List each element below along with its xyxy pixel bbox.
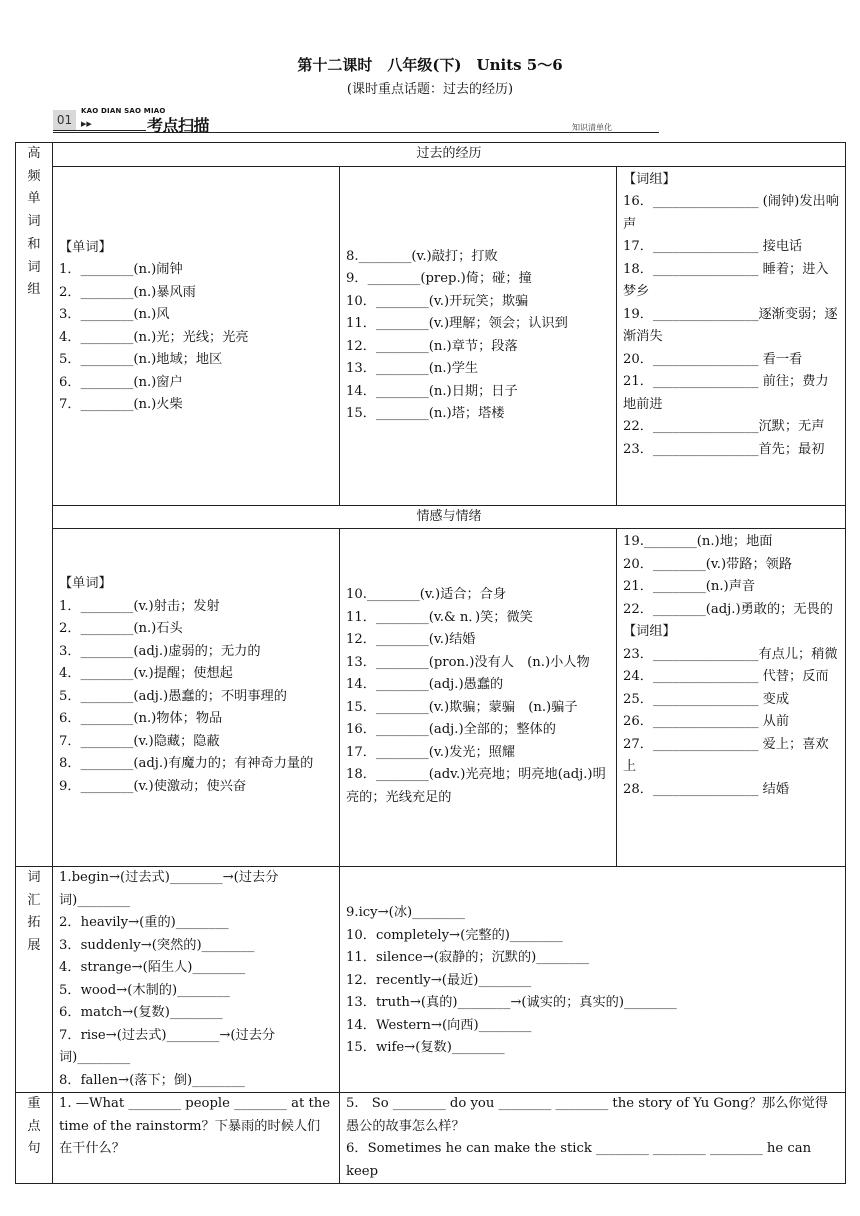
topic2-col1 bbox=[53, 529, 340, 867]
topic1-col1 bbox=[53, 166, 340, 505]
vocab-item: 23．________________有点儿；稍微 bbox=[623, 646, 838, 662]
vocab-item: 8.________(v.)敲打；打败 bbox=[346, 248, 498, 264]
phrase-item: 22．________________沉默；无声 bbox=[623, 419, 825, 434]
phrase-item: 16．________________ (闹钟)发出响声 bbox=[623, 194, 839, 232]
vocab-item: 27．________________ 爱上；喜欢上 bbox=[623, 736, 829, 774]
vocab-ext-item: 9.icy→(冰)________ bbox=[346, 905, 465, 920]
side-label-text: 词汇拓展 bbox=[27, 870, 41, 953]
vocab-item: 5．________(adj.)愚蠢的；不明事理的 bbox=[59, 688, 287, 704]
phrase-item: 【词组】 bbox=[623, 171, 676, 187]
vocab-item: 13．________(pron.)没有人 (n.)小人物 bbox=[346, 654, 590, 670]
vocab-item: 10．________(v.)开玩笑；欺骗 bbox=[346, 293, 529, 309]
vocab-ext-item: 14．Western→(向西)________ bbox=[346, 1017, 532, 1033]
banner-right-label: 知识清单化 bbox=[572, 123, 612, 132]
topic2-col2 bbox=[340, 529, 617, 867]
vocab-ext-item: 6．match→(复数)________ bbox=[59, 1005, 223, 1020]
vocab-item: 1．________(v.)射击；发射 bbox=[59, 598, 220, 614]
vocab-ext-item: 7．rise→(过去式)________→(过去分词)________ bbox=[59, 1027, 276, 1065]
banner-label: 考点扫描 bbox=[147, 116, 210, 135]
vocab-item: 9．________(v.)使激动；使兴奋 bbox=[59, 778, 247, 794]
vocab-item: 7．________(n.)火柴 bbox=[59, 397, 183, 412]
vocab-item: 19.________(n.)地；地面 bbox=[623, 534, 773, 549]
vocab-item: 【单词】 bbox=[59, 576, 112, 591]
vocab-item: 【单词】 bbox=[59, 239, 112, 255]
vocab-item: 13．________(n.)学生 bbox=[346, 361, 479, 376]
vocab-item: 15．________(v.)欺骗；蒙骗 (n.)骗子 bbox=[346, 699, 578, 715]
phrase-item: 21．________________ 前往；费力地前进 bbox=[623, 374, 829, 412]
vocab-ext-item: 3．suddenly→(突然的)________ bbox=[59, 937, 255, 953]
vocab-item: 18．________(adv.)光亮地；明亮地(adj.)明亮的；光线充足的 bbox=[346, 767, 606, 805]
vocab-item: 6．________(n.)窗户 bbox=[59, 374, 183, 390]
vocab-item: 4．________(v.)提醒；使想起 bbox=[59, 666, 233, 681]
vocab-item: 8．________(adj.)有魔力的；有神奇力量的 bbox=[59, 756, 314, 771]
vocab-item: 5．________(n.)地域；地区 bbox=[59, 352, 223, 367]
vocab-ext-item: 11．silence→(寂静的；沉默的)________ bbox=[346, 950, 590, 965]
vocab-ext-item: 5．wood→(木制的)________ bbox=[59, 982, 230, 998]
vocab-right bbox=[340, 867, 846, 1093]
vocab-item: 10.________(v.)适合；合身 bbox=[346, 587, 507, 602]
topic1-heading: 过去的经历 bbox=[53, 143, 846, 167]
vocab-item: 26．________________ 从前 bbox=[623, 714, 790, 729]
side-label-text: 高频单词和词组 bbox=[27, 146, 41, 298]
vocab-ext-item: 10．completely→(完整的)________ bbox=[346, 927, 563, 943]
vocab-item: 16．________(adj.)全部的；整体的 bbox=[346, 722, 556, 737]
phrase-item: 17．________________ 接电话 bbox=[623, 239, 803, 254]
topic2-heading: 情感与情绪 bbox=[53, 505, 846, 529]
vocab-item: 3．________(n.)风 bbox=[59, 307, 170, 322]
vocab-item: 15．________(n.)塔；塔楼 bbox=[346, 406, 505, 421]
vocab-item: 12．________(v.)结婚 bbox=[346, 632, 476, 647]
vocab-item: 14．________(adj.)愚蠢的 bbox=[346, 677, 504, 692]
sentences-right bbox=[340, 1093, 846, 1184]
vocab-item: 22．________(adj.)勇敢的；无畏的 bbox=[623, 601, 833, 617]
topic1-col3 bbox=[617, 166, 846, 505]
vocab-item: 11．________(v.& n．)笑；微笑 bbox=[346, 609, 533, 625]
topic1-col2 bbox=[340, 166, 617, 505]
banner-underline bbox=[53, 132, 659, 133]
vocab-ext-item: 1.begin→(过去式)________→(过去分词)________ bbox=[59, 870, 279, 908]
vocab-ext-item: 8．fallen→(落下；倒)________ bbox=[59, 1072, 245, 1088]
section-label-vocab bbox=[16, 867, 53, 1093]
vocab-item: 2．________(n.)暴风雨 bbox=[59, 284, 196, 300]
vocab-item: 20．________(v.)带路；领路 bbox=[623, 556, 793, 572]
vocab-item: 12．________(n.)章节；段落 bbox=[346, 338, 518, 354]
sentences-left bbox=[53, 1093, 340, 1184]
topic2-col3 bbox=[617, 529, 846, 867]
page-title: 第十二课时 八年级(下) Units 5～6 bbox=[297, 56, 563, 74]
double-arrow-icon: ▶▶ bbox=[81, 120, 92, 128]
vocab-item: 2．________(n.)石头 bbox=[59, 621, 183, 636]
side-label-text: 重点句 bbox=[27, 1096, 41, 1156]
vocab-ext-item: 2．heavily→(重的)________ bbox=[59, 915, 229, 930]
vocab-item: 1．________(n.)闹钟 bbox=[59, 262, 183, 277]
vocab-item: 11．________(v.)理解；领会；认识到 bbox=[346, 316, 568, 331]
section-banner bbox=[53, 108, 659, 136]
banner-pinyin: KAO DIAN SAO MIAO bbox=[81, 107, 166, 115]
phrase-item: 18．________________ 睡着；进入梦乡 bbox=[623, 261, 829, 299]
vocab-item: 7．________(v.)隐藏；隐蔽 bbox=[59, 733, 220, 749]
vocab-left bbox=[53, 867, 340, 1093]
vocab-item: 14．________(n.)日期；日子 bbox=[346, 383, 518, 399]
section-number: 01 bbox=[53, 110, 76, 130]
vocab-item: 17．________(v.)发光；照耀 bbox=[346, 744, 516, 760]
phrase-item: 23．________________首先；最初 bbox=[623, 441, 825, 457]
sentence-item: 6．Sometimes he can make the stick ________ ________ ________ he can keep bbox=[346, 1141, 812, 1179]
vocab-ext-item: 12．recently→(最近)________ bbox=[346, 972, 532, 988]
vocab-item: 21．________(n.)声音 bbox=[623, 579, 756, 594]
vocab-item: 6．________(n.)物体；物品 bbox=[59, 711, 223, 726]
vocab-item: 3．________(adj.)虚弱的；无力的 bbox=[59, 643, 261, 659]
vocab-item: 4．________(n.)光；光线；光亮 bbox=[59, 329, 249, 345]
vocab-ext-item: 4．strange→(陌生人)________ bbox=[59, 960, 246, 975]
knowledge-table bbox=[15, 142, 846, 1184]
sentence-item: 5. So ________ do you ________ ________ the story of Yu Gong？那么你觉得愚公的故事怎么样？ bbox=[346, 1096, 828, 1134]
section-label-sentences bbox=[16, 1093, 53, 1184]
sentence-item: 1. —What ________ people ________ at the time of the rainstorm？下暴雨的时候人们在干什么？ bbox=[59, 1096, 331, 1156]
vocab-item: 25．________________ 变成 bbox=[623, 691, 790, 707]
vocab-ext-item: 15．wife→(复数)________ bbox=[346, 1040, 505, 1055]
vocab-ext-item: 13．truth→(真的)________→(诚实的；真实的)________ bbox=[346, 995, 677, 1010]
vocab-item: 28．________________ 结婚 bbox=[623, 781, 790, 797]
page-subtitle: (课时重点话题：过去的经历) bbox=[346, 82, 514, 97]
vocab-item: 【词组】 bbox=[623, 624, 676, 639]
phrase-item: 19．________________逐渐变弱；逐渐消失 bbox=[623, 306, 838, 344]
phrase-item: 20．________________ 看一看 bbox=[623, 351, 803, 367]
section-label-high-freq bbox=[16, 143, 53, 867]
vocab-item: 24．________________ 代替；反而 bbox=[623, 669, 829, 684]
vocab-item: 9．________(prep.)倚；碰；撞 bbox=[346, 271, 532, 286]
banner-underline-short bbox=[53, 130, 146, 131]
